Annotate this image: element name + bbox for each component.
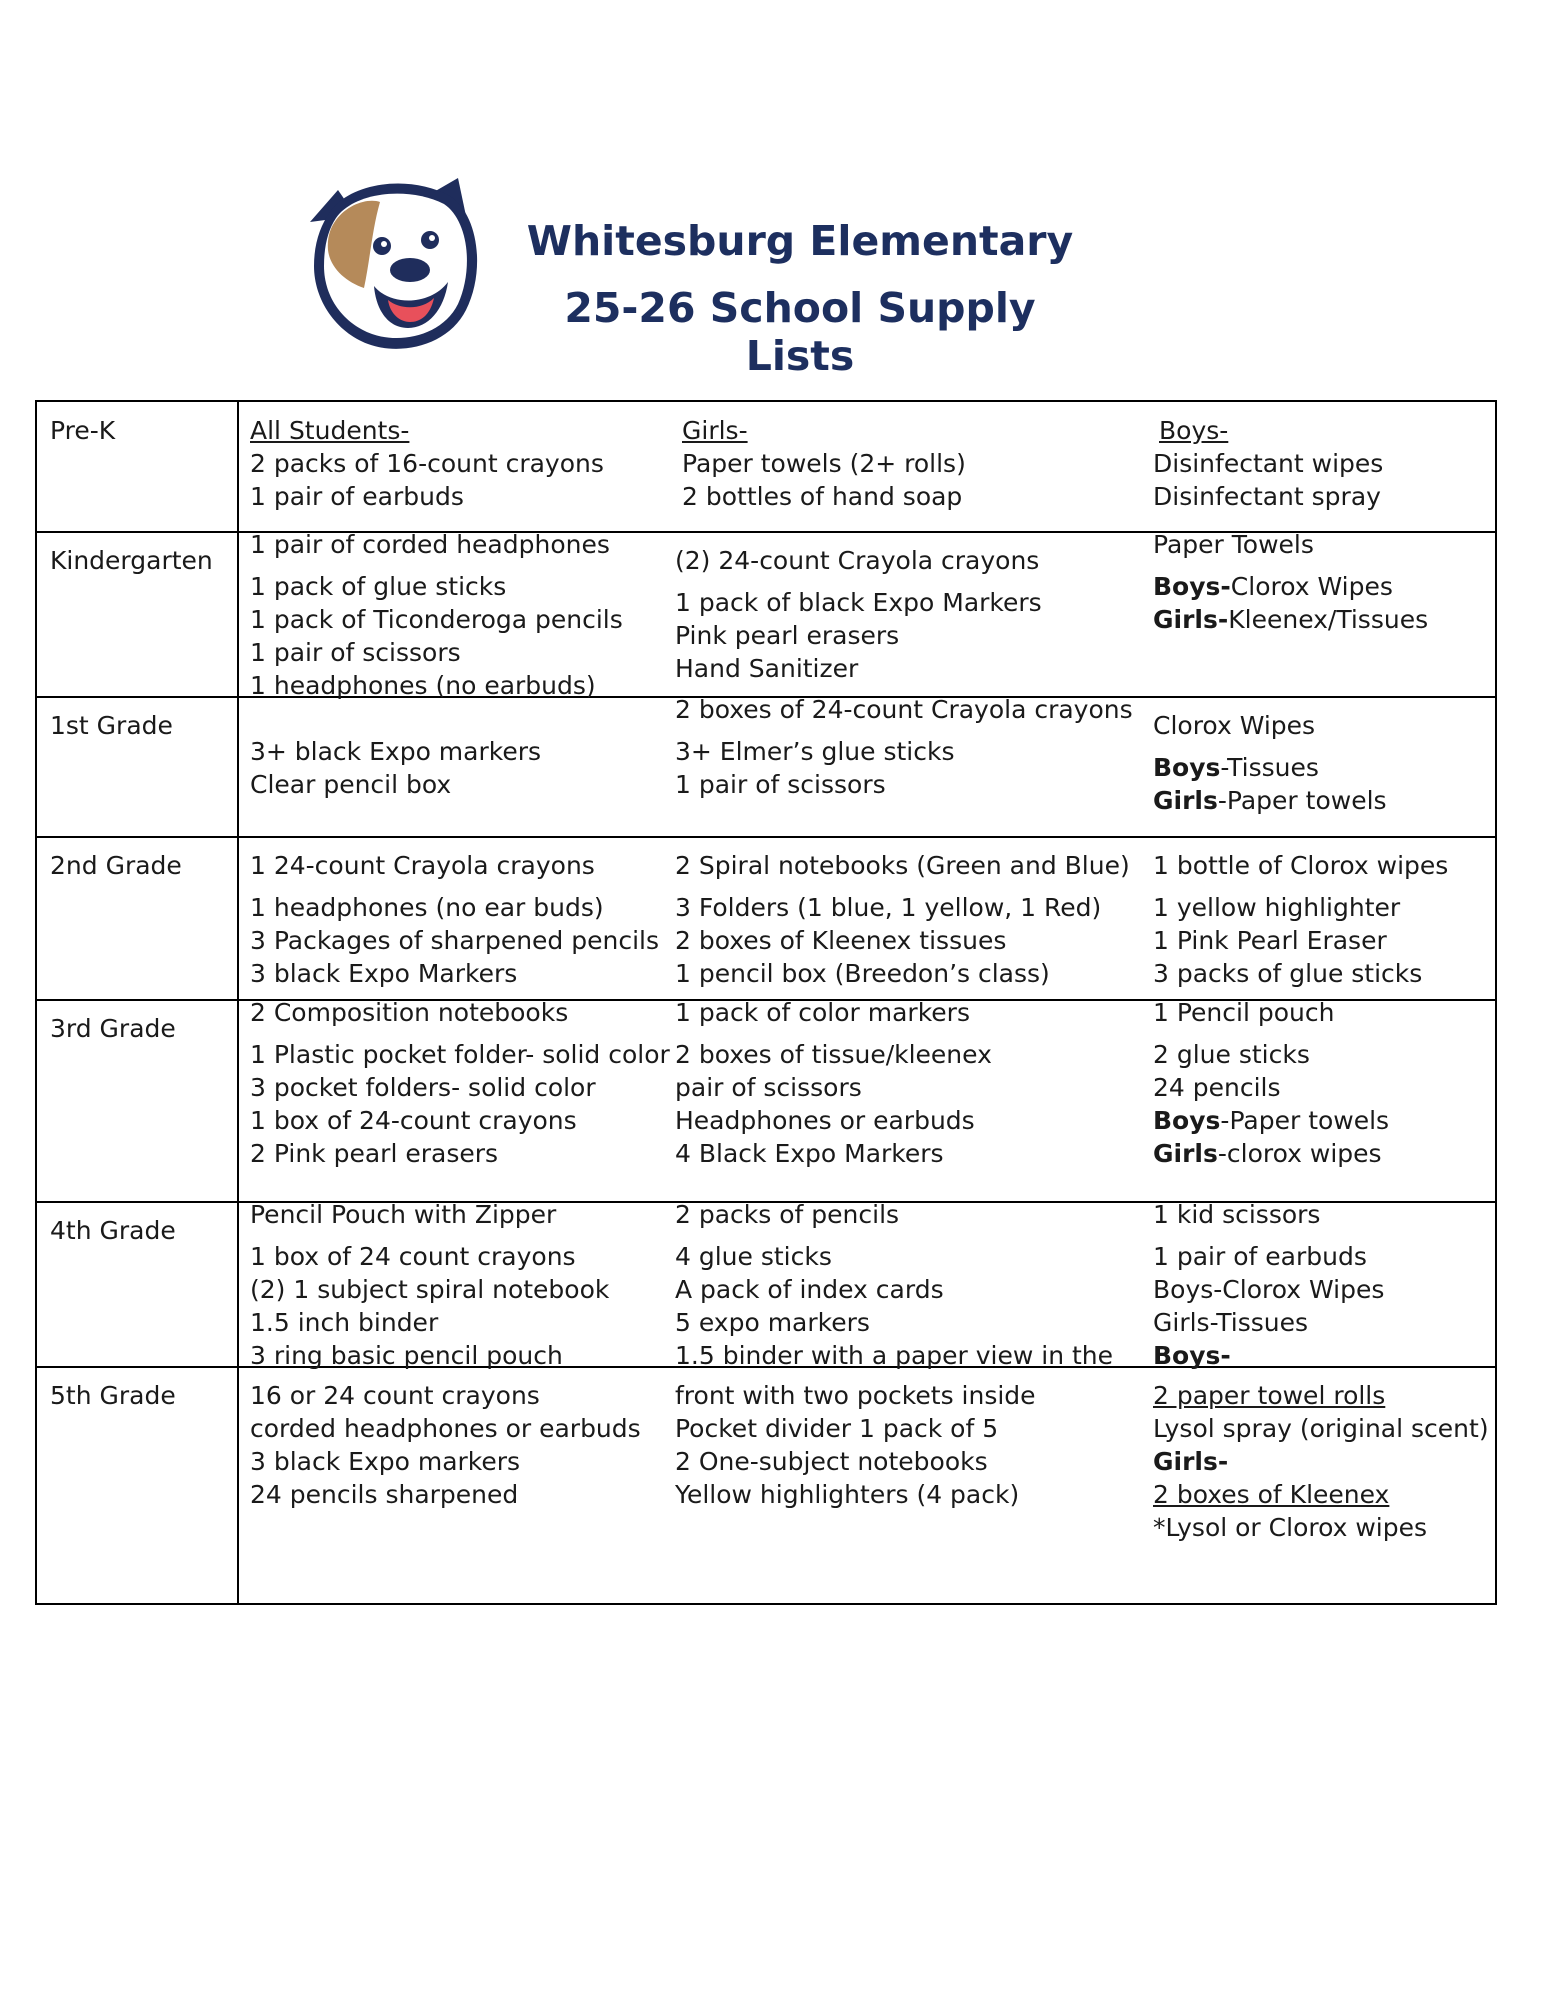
supply-list-cell: All Students- 2 packs of 16-count crayons 1 pair of earbuds [250, 416, 604, 511]
grade-label: 4th Grade [50, 1216, 176, 1245]
supply-list-cell: 1 pair of corded headphones 1 pack of glue sticks 1 pack of Ticonderoga pencils 1 pair of scissors 1 headphones (no earbuds) [250, 530, 623, 700]
supply-list-cell: 1 bottle of Clorox wipes 1 yellow highlighter 1 Pink Pearl Eraser 3 packs of glue sticks [1153, 851, 1449, 988]
school-name: Whitesburg Elementary [526, 217, 1074, 265]
supply-table [35, 400, 1497, 1605]
supply-list-cell: (2) 24-count Crayola crayons 1 pack of black Expo Markers Pink pearl erasers Hand Sanitizer [675, 546, 1042, 683]
grade-label: 2nd Grade [50, 851, 182, 880]
page-subtitle: 25-26 School Supply Lists [564, 284, 1036, 380]
grade-label: Pre-K [50, 416, 116, 445]
supply-list-cell: front with two pockets inside Pocket divider 1 pack of 5 2 One-subject notebooks Yellow highlighters (4 pack) [675, 1381, 1036, 1509]
supply-list-cell: 1 Pencil pouch 2 glue sticks 24 pencils Boys-Paper towels Girls-clorox wipes [1153, 998, 1390, 1168]
supply-list-cell: Girls- Paper towels (2+ rolls) 2 bottles of hand soap [682, 416, 966, 511]
grade-label: 3rd Grade [50, 1014, 176, 1043]
bulldog-mascot-icon [290, 160, 490, 360]
supply-list-cell: 1 24-count Crayola crayons 1 headphones (no ear buds) 3 Packages of sharpened pencils 3 black Expo Markers [250, 851, 660, 988]
supply-list-cell: 2 Spiral notebooks (Green and Blue) 3 Folders (1 blue, 1 yellow, 1 Red) 2 boxes of Kleenex tissues 1 pencil box (Breedon’s class) [675, 851, 1130, 988]
supply-list-cell: 2 Composition notebooks 1 Plastic pocket folder- solid color 3 pocket folders- solid color 1 box of 24-count crayons 2 Pink pearl erasers [250, 998, 670, 1168]
supply-list-cell: 1 pack of color markers 2 boxes of tissue/kleenex pair of scissors Headphones or earbuds 4 Black Expo Markers [675, 998, 992, 1168]
supply-list-cell: Pencil Pouch with Zipper 1 box of 24 count crayons (2) 1 subject spiral notebook 1.5 inch binder 3 ring basic pencil pouch [250, 1200, 610, 1370]
grade-label: 5th Grade [50, 1381, 176, 1410]
supply-list-cell: 16 or 24 count crayons corded headphones or earbuds 3 black Expo markers 24 pencils sharpened [250, 1381, 641, 1509]
supply-list-cell: Clorox Wipes Boys-Tissues Girls-Paper towels [1153, 711, 1387, 815]
row-divider [35, 836, 1497, 838]
supply-list-cell: Paper Towels Boys-Clorox Wipes Girls-Kleenex/Tissues [1153, 530, 1429, 634]
supply-list-cell: 3+ black Expo markers Clear pencil box [250, 737, 542, 799]
grade-label: Kindergarten [50, 546, 213, 575]
grade-label: 1st Grade [50, 711, 173, 740]
supply-list-cell: 2 paper towel rolls Lysol spray (original scent) Girls- 2 boxes of Kleenex *Lysol or Clorox wipes [1153, 1381, 1489, 1542]
page-header [0, 0, 1545, 390]
supply-list-cell: 2 boxes of 24-count Crayola crayons 3+ Elmer’s glue sticks 1 pair of scissors [675, 695, 1133, 799]
supply-list-cell: 1 kid scissors 1 pair of earbuds Boys-Clorox Wipes Girls-Tissues Boys- [1153, 1200, 1385, 1370]
supply-list-cell: Boys- Disinfectant wipes Disinfectant spray [1153, 416, 1384, 511]
column-divider [237, 400, 239, 1605]
supply-list-cell: 2 packs of pencils 4 glue sticks A pack of index cards 5 expo markers 1.5 binder with a paper view in the [675, 1200, 1114, 1370]
